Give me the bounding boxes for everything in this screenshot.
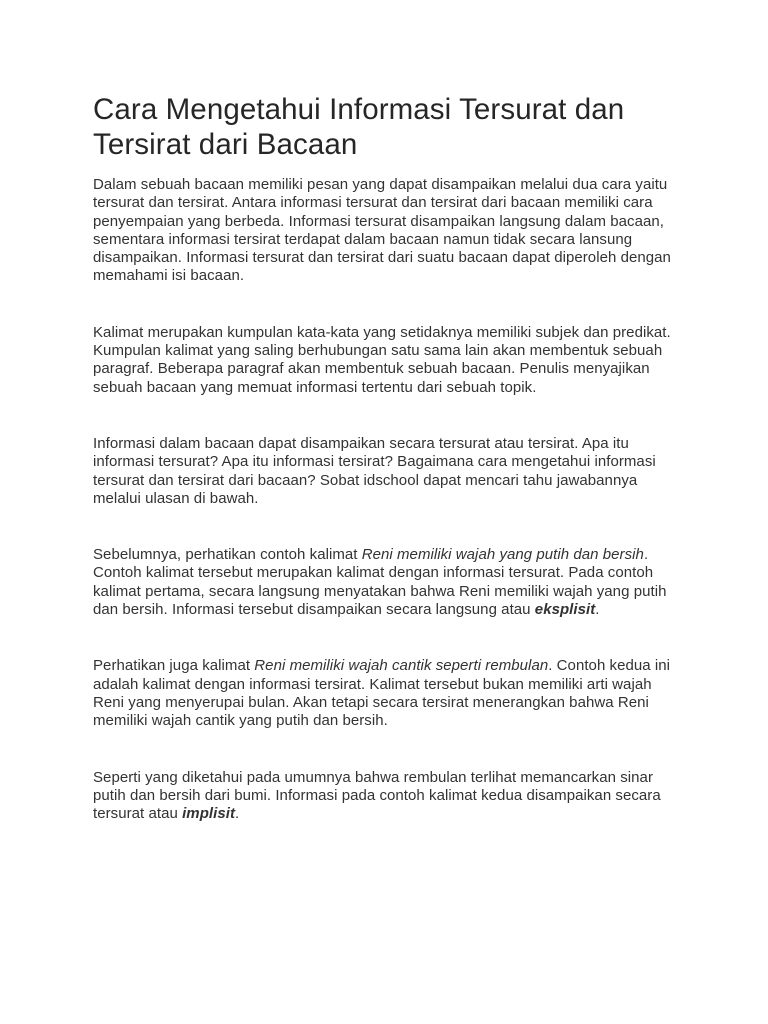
paragraph-example-tersirat	[93, 657, 680, 730]
term-implisit: implisit	[182, 805, 236, 823]
text-run: . Contoh kedua ini adalah kalimat dengan informasi tersirat. Kalimat tersebut bukan memiliki arti wajah Reni yang menyerupai bulan. Akan tetapi secara tersirat menerangkan bahwa Reni memiliki wajah cantik yang putih dan bersih.	[93, 657, 671, 730]
text-run: Sebelumnya, perhatikan contoh kalimat	[93, 546, 362, 564]
text-run: Seperti yang diketahui pada umumnya bahwa rembulan terlihat memancarkan sinar putih dan bersih dari bumi. Informasi pada contoh kalimat kedua disampaikan secara tersurat atau	[93, 768, 661, 823]
paragraph-example-tersurat	[93, 546, 680, 619]
text-run: .	[595, 601, 600, 619]
term-eksplisit: eksplisit	[534, 601, 596, 619]
text-run: .	[235, 805, 240, 823]
example-sentence: Reni memiliki wajah yang putih dan bersih	[361, 546, 644, 564]
paragraph-rembulan	[93, 769, 680, 824]
example-sentence: Reni memiliki wajah cantik seperti rembulan	[254, 657, 549, 675]
article-title: Cara Mengetahui Informasi Tersurat dan Tersirat dari Bacaan	[93, 93, 625, 161]
paragraph-intro: Dalam sebuah bacaan memiliki pesan yang dapat disampaikan melalui dua cara yaitu tersurat dan tersirat. Antara informasi tersurat dan tersirat dari bacaan memiliki cara penyempaian yang berbeda. Informasi tersurat disampaikan langsung dalam bacaan, sementara informasi tersirat terdapat dalam bacaan namun tidak secara lansung disampaikan. Informasi tersurat dan tersirat dari suatu bacaan dapat diperoleh dengan memahami isi bacaan.	[93, 176, 671, 285]
paragraph-kalimat: Kalimat merupakan kumpulan kata-kata yang setidaknya memiliki subjek dan predikat. Kumpulan kalimat yang saling berhubungan satu sama lain akan membentuk sebuah paragraf. Beberapa paragraf akan membentuk sebuah bacaan. Penulis menyajikan sebuah bacaan yang memuat informasi tertentu dari sebuah topik.	[93, 323, 671, 396]
text-run: Perhatikan juga kalimat	[93, 657, 255, 675]
paragraph-questions: Informasi dalam bacaan dapat disampaikan secara tersurat atau tersirat. Apa itu informasi tersurat? Apa itu informasi tersirat? Bagaimana cara mengetahui informasi tersurat dan tersirat dari bacaan? Sobat idschool dapat mencari tahu jawabannya melalui ulasan di bawah.	[93, 434, 656, 507]
text-run: . Contoh kalimat tersebut merupakan kalimat dengan informasi tersurat. Pada contoh kalimat pertama, secara langsung menyatakan bahwa Reni memiliki wajah yang putih dan bersih. Informasi tersebut disampaikan secara langsung atau	[93, 546, 667, 619]
